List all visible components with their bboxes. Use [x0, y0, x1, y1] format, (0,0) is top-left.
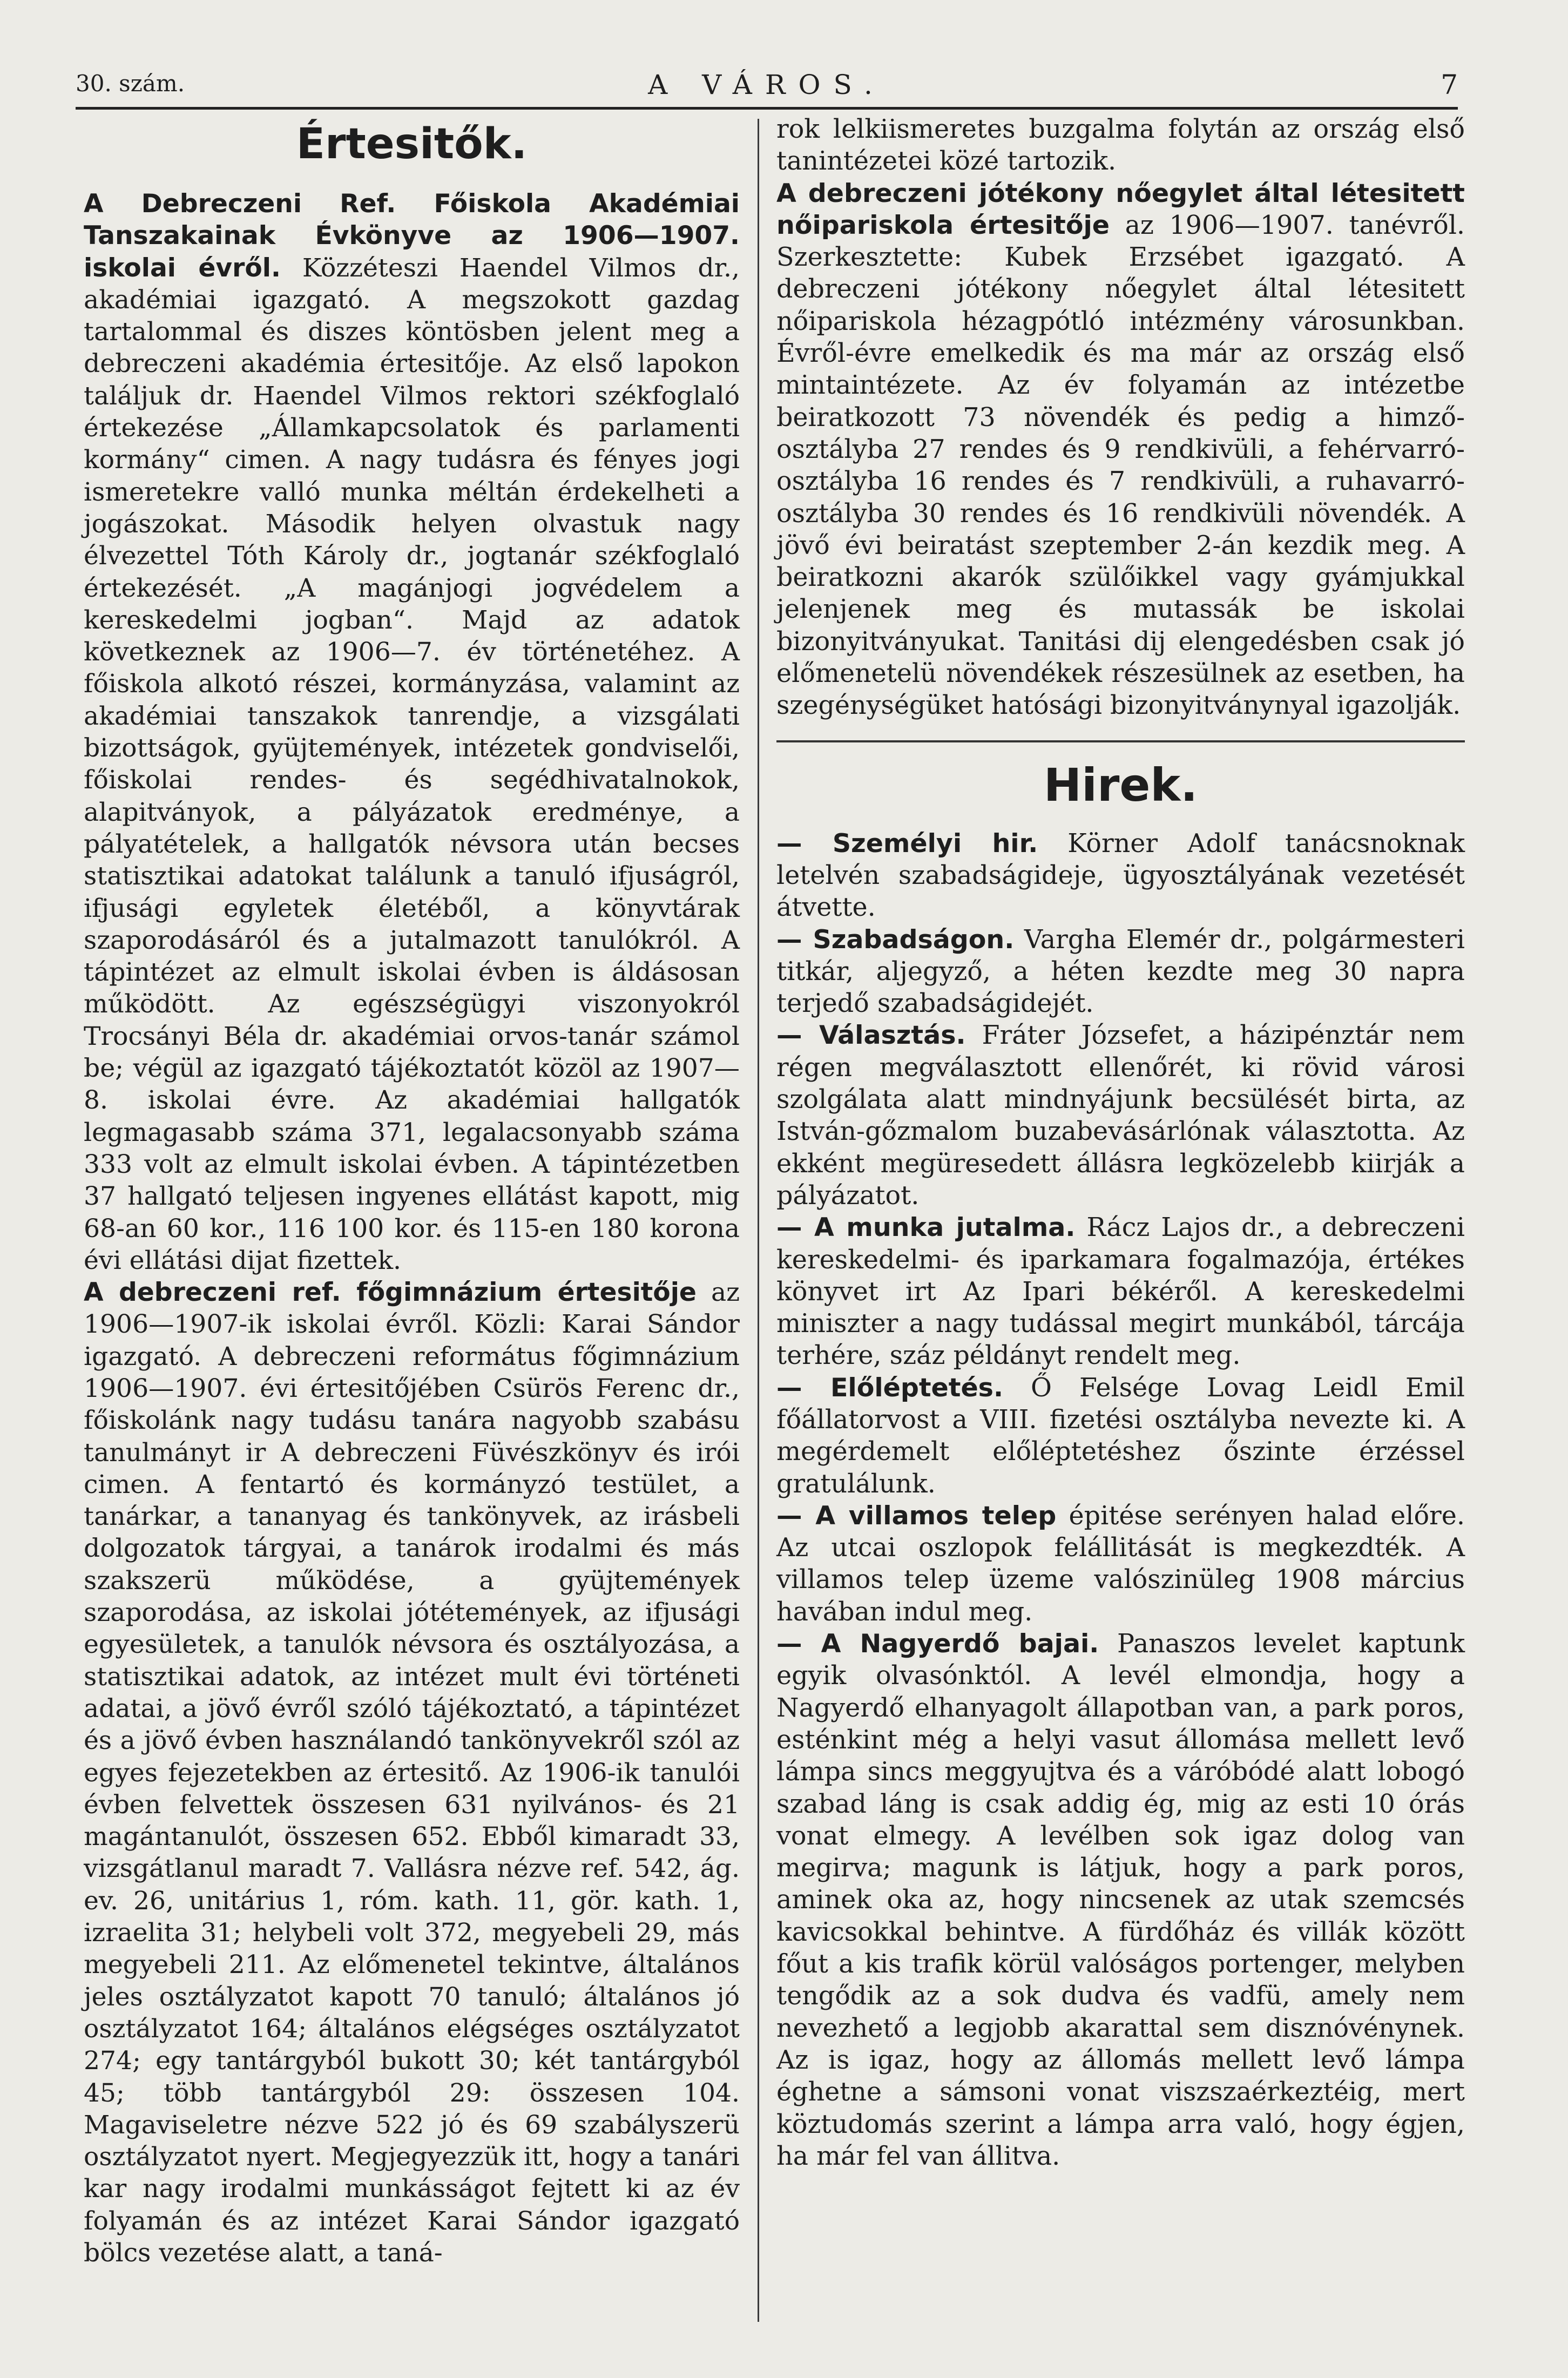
news-lead: — Szabadságon.: [776, 924, 1015, 955]
article-body: rok lelkiismeretes buzgalma folytán az ország első tanintézetei közé tartozik.: [776, 114, 1465, 177]
news-munka-jutalma: [776, 1212, 1465, 1372]
article-akademia: [84, 188, 740, 1276]
article-lead: A debreczeni ref. főgimnázium értesitője: [84, 1278, 697, 1308]
issue-number: 30. szám.: [76, 70, 185, 97]
article-fogimnazium: [84, 1276, 740, 2269]
news-eloleptetes: [776, 1372, 1465, 1500]
section-title-hirek: Hirek.: [1043, 758, 1198, 812]
article-body: az 1906—1907-ik iskolai évről. Közli: Karai Sándor igazgató. A debreczeni református főgimnázium 1906—1907. évi értesitőjében Csürös Ferenc dr., főiskolánk nagy tudásu tanára nagyobb szabásu tanulmányt ir A debreczeni Füvészkönyv és irói cimen. A fentartó és kormányzó testület, a tanárkar, a tananyag és tankönyvek, az irásbeli dolgozatok tárgyai, a tanárok irodalmi és más szakszerü működése, a gyüjtemények szaporodása, az iskolai jótétemények, az ifjusági egyesületek, a tanulók névsora és osztályozása, a statisztikai adatok, az intézet mult évi történeti adatai, a jövő évről szóló tájékoztató, a tápintézet és a jövő évben használandó tankönyvekről szól az egyes fejezetekben az értesitő. Az 1906-ik tanulói évben felvettek összesen 631 nyilvános- és 21 magántanulót, összesen 652. Ebből kimaradt 33, vizsgátlanul maradt 7. Vallásra nézve ref. 542, ág. ev. 26, unitárius 1, róm. kath. 11, gör. kath. 1, izraelita 31; helybeli volt 372, megyebeli 29, más megyebeli 211. Az előmenetel tekintve, általános jeles osztályzatot kapott 70 tanuló; általános jó osztályzatot 164; általános elégséges osztályzatot 274; egy tantárgyból bukott 30; két tantárgyból 45; több tantárgyból 29: összesen 104. Magaviseletre nézve 522 jó és 69 szabályszerü osztályzatot nyert. Megjegyezzük itt, hogy a tanári kar nagy irodalmi munkásságot fejtett ki az év folyamán és az intézet Karai Sándor igazgató bölcs vezetése alatt, a taná-: [84, 1278, 740, 2268]
news-body: Körner Adolf tanácsnoknak letelvén szabadságideje, ügyosztályának vezetését átvette.: [776, 828, 1465, 923]
masthead: A VÁROS.: [648, 69, 886, 100]
news-lead: — Választás.: [776, 1021, 966, 1051]
news-lead: — A munka jutalma.: [776, 1213, 1076, 1243]
article-noipariskola: [776, 178, 1465, 722]
article-lead: A Debreczeni Ref. Főiskola Akadémiai Tanszakainak Évkönyve az 1906—1907. iskolai évről.: [84, 189, 740, 283]
news-lead: — A villamos telep: [776, 1501, 1057, 1531]
page-number: 7: [1441, 69, 1458, 100]
article-continuation: [776, 113, 1465, 178]
left-column: [84, 113, 740, 2269]
article-body: az 1906—1907. tanévről. Szerkesztette: Kubek Erzsébet igazgató. A debreczeni jótékony nőegylet által létesitett nőipariskola hézagpótló intézmény városunkban. Évről-évre emelkedik és ma már az ország első mintaintézete. Az év folyamán az intézetbe beiratkozott 73 növendék és pedig a himző-osztályba 27 rendes és 9 rendkivüli, a fehérvarró-osztályba 16 rendes és 7 rendkivüli, a ruhavarró-osztályba 30 rendes és 16 rendkivüli növendék. A jövő évi beiratást szeptember 2-án kezdik meg. A beiratkozni akarók szülőikkel vagy gyámjukkal jelenjenek meg és mutassák be iskolai bizonyitványukat. Tanitási dij elengedésben csak jó előmenetelü növendékek részesülnek az esetben, ha szegénységüket hatósági bizonyitványnyal igazolják.: [776, 210, 1465, 721]
news-lead: — Személyi hir.: [776, 828, 1038, 859]
section-title-ertesitok: Értesitők.: [296, 120, 528, 168]
article-lead: A debreczeni jótékony nőegylet által létesitett nőipariskola értesitője: [776, 178, 1465, 240]
news-body: Panaszos levelet kaptunk egyik olvasónktól. A levél elmondja, hogy a Nagyerdő elhanyagolt állapotban van, a park poros, esténkint még a helyi vasut állomása mellett levő lámpa sincs meggyujtva és a váróbódé alatt lobogó szabad láng is csak addig ég, mig az esti 10 órás vonat elmegy. A levélben sok igaz dolog van megirva; magunk is látjuk, hogy a park poros, aminek oka az, hogy nincsenek az utak szemcsés kavicsokkal behintve. A fürdőház és villák között főut a kis trafik körül valóságos portenger, melyben tengődik az a sok dudva és vadfü, amely nem nevezhető a legjobb akarattal sem disznóvénynek. Az is igaz, hogy az állomás mellett levő lámpa éghetne a sámsoni vonat viszszaérkeztéig, mert köztudomás szerint a lámpa arra való, hogy égjen, ha már fel van állitva.: [776, 1629, 1465, 2171]
column-divider: [758, 119, 759, 2322]
section-separator: [776, 740, 1465, 742]
article-body: Közzéteszi Haendel Vilmos dr., akadémiai igazgató. A megszokott gazdag tartalommal és diszes köntösben jelent meg a debreczeni akadémia értesitője. Az első lapokon találjuk dr. Haendel Vilmos rektori székfoglaló értekezése „Államkapcsolatok és parlamenti kormány“ cimen. A nagy tudásra és fényes jogi ismeretekre valló munka méltán érdekelheti a jogászokat. Második helyen olvastuk nagy élvezettel Tóth Károly dr., jogtanár székfoglaló értekezését. „A magánjogi jogvédelem a kereskedelmi jogban“. Majd az adatok következnek az 1906—7. év történetéhez. A főiskola alkotó részei, kormányzása, valamint az akadémiai tanszakok tanrendje, a vizsgálati bizottságok, gyüjtemények, intézetek gondviselői, főiskolai rendes- és segédhivatalnokok, alapitványok, a pályázatok eredménye, a pályatételek, a hallgatók névsora után becses statisztikai adatokat találunk a tanuló ifjuságról, ifjusági egyletek életéből, a könyvtárak szaporodásáról és a jutalmazott tanulókról. A tápintézet az elmult iskolai évben is áldásosan működött. Az egészségügyi viszonyokról Trocsányi Béla dr. akadémiai orvos-tanár számol be; végül az igazgató tájékoztatót közöl az 1907—8. iskolai évre. Az akadémiai hallgatók legmagasabb száma 371, legalacsonyabb száma 333 volt az elmult iskolai évben. A tápintézetben 37 hallgató teljesen ingyenes ellátást kapott, mig 68-an 60 kor., 116 100 kor. és 115-en 180 korona évi ellátási dijat fizettek.: [84, 253, 740, 1275]
page-header: [76, 64, 1458, 110]
news-body: Fráter Józsefet, a házipénztár nem régen megválasztott ellenőrét, ki rövid városi szolgálata alatt mindnyájunk becsülését birta, az István-gőzmalom buzabevásárlónak választotta. Az ekként megüresedett állásra legközelebb kiirják a pályázatot.: [776, 1021, 1465, 1211]
news-szemelyi-hir: [776, 828, 1465, 924]
news-valasztas: [776, 1019, 1465, 1212]
news-villamos-telep: [776, 1500, 1465, 1628]
news-nagyerdo-bajai: [776, 1628, 1465, 2172]
news-body: épitése serényen halad előre. Az utcai oszlopok felállitását is megkezdték. A villamos telep üzeme valószinüleg 1908 március havában indul meg.: [776, 1501, 1465, 1627]
news-body: Rácz Lajos dr., a debreczeni kereskedelmi- és iparkamara fogalmazója, értékes könyvet irt Az Ipari békéről. A kereskedelmi miniszter a nagy tudással megirt munkából, tárcája terhére, száz példányt rendelt meg.: [776, 1213, 1465, 1371]
news-lead: — Előléptetés.: [776, 1373, 1003, 1403]
news-lead: — A Nagyerdő bajai.: [776, 1629, 1099, 1659]
news-body: Vargha Elemér dr., polgármesteri titkár, aljegyző, a héten kezdte meg 30 napra terjedő szabadságidejét.: [776, 924, 1465, 1019]
right-column: [776, 113, 1465, 2172]
news-szabadsagon: [776, 924, 1465, 1020]
news-body: Ő Felsége Lovag Leidl Emil főállatorvost a VIII. fizetési osztályba nevezte ki. A megérdemelt előléptetéshez őszinte érzéssel gratulálunk.: [776, 1373, 1465, 1499]
